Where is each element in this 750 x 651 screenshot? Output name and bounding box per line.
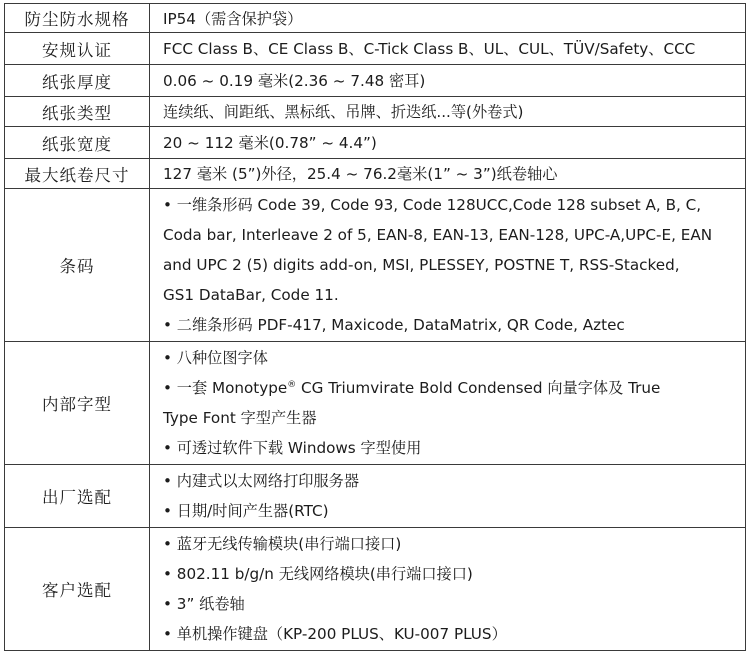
spec-label: 最大纸卷尺寸	[5, 159, 150, 189]
barcode-line: • 一维条形码 Code 39, Code 93, Code 128UCC,Code 128 subset A, B, C,	[163, 196, 702, 214]
spec-value: FCC Class B、CE Class B、C-Tick Class B、UL、CUL、TÜV/Safety、CCC	[150, 33, 746, 65]
spec-label: 安规认证	[5, 33, 150, 65]
option-line: • 802.11 b/g/n 无线网络模块(串行端口接口)	[163, 565, 473, 583]
spec-value: 0.06 ~ 0.19 毫米(2.36 ~ 7.48 密耳)	[150, 65, 746, 97]
table-row	[5, 33, 746, 65]
spec-label: 纸张宽度	[5, 127, 150, 159]
spec-value	[150, 342, 746, 465]
table-row	[5, 465, 746, 528]
table-row	[5, 528, 746, 651]
font-line: • 可透过软件下载 Windows 字型使用	[163, 439, 422, 457]
table-row	[5, 189, 746, 342]
spec-label: 客户选配	[5, 528, 150, 651]
registered-mark: ®	[287, 379, 297, 390]
option-line: • 单机操作键盘（KP-200 PLUS、KU-007 PLUS）	[163, 625, 507, 643]
font-line-text: • 一套 Monotype	[163, 379, 288, 397]
spec-label: 防尘防水规格	[5, 4, 150, 33]
font-line	[163, 373, 739, 403]
spec-label: 纸张类型	[5, 97, 150, 127]
barcode-line: GS1 DataBar, Code 11.	[163, 286, 339, 304]
barcode-line: Coda bar, Interleave 2 of 5, EAN-8, EAN-13, EAN-128, UPC-A,UPC-E, EAN	[163, 226, 713, 244]
spec-label: 内部字型	[5, 342, 150, 465]
option-line: • 3” 纸卷轴	[163, 595, 245, 613]
spec-value: 20 ~ 112 毫米(0.78” ~ 4.4”)	[150, 127, 746, 159]
spec-value: 连续纸、间距纸、黑标纸、吊牌、折迭纸...等(外卷式)	[150, 97, 746, 127]
spec-value	[150, 189, 746, 342]
font-line: Type Font 字型产生器	[163, 409, 317, 427]
spec-value	[150, 465, 746, 528]
table-row	[5, 127, 746, 159]
table-row	[5, 342, 746, 465]
spec-value: 127 毫米 (5”)外径，25.4 ~ 76.2毫米(1” ~ 3”)纸卷轴心	[150, 159, 746, 189]
option-line: • 日期/时间产生器(RTC)	[163, 502, 329, 520]
spec-label: 条码	[5, 189, 150, 342]
table-row	[5, 97, 746, 127]
font-line: • 八种位图字体	[163, 349, 268, 367]
spec-label: 纸张厚度	[5, 65, 150, 97]
table-row	[5, 4, 746, 33]
spec-label: 出厂选配	[5, 465, 150, 528]
barcode-line: • 二维条形码 PDF-417, Maxicode, DataMatrix, QR Code, Aztec	[163, 316, 625, 334]
font-line-text: CG Triumvirate Bold Condensed 向量字体及 True	[296, 379, 661, 397]
spec-value: IP54（需含保护袋）	[150, 4, 746, 33]
option-line: • 蓝牙无线传输模块(串行端口接口)	[163, 535, 402, 553]
table-row	[5, 65, 746, 97]
option-line: • 内建式以太网络打印服务器	[163, 472, 360, 490]
spec-table	[4, 3, 746, 651]
barcode-line: and UPC 2 (5) digits add-on, MSI, PLESSEY, POSTNE T, RSS-Stacked,	[163, 256, 680, 274]
spec-value	[150, 528, 746, 651]
table-row	[5, 159, 746, 189]
